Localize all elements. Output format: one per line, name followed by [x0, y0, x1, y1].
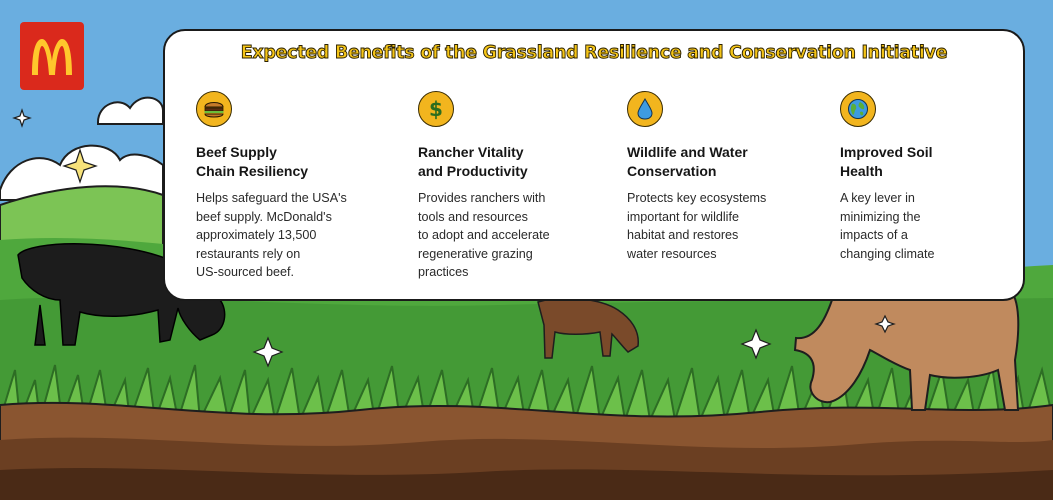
benefit-heading: Improved Soil Health [840, 144, 933, 179]
benefit-description: A key lever in minimizing the impacts of a changing climate [840, 191, 935, 261]
golden-arches-icon [29, 37, 75, 75]
benefit-description: Provides ranchers with tools and resources to adopt and accelerate regenerative grazing practices [418, 191, 550, 279]
benefits-panel [163, 29, 1025, 301]
globe-icon [840, 91, 876, 127]
benefit-heading: Wildlife and Water Conservation [627, 144, 748, 179]
benefit-beef-supply [196, 91, 381, 282]
dollar-icon [418, 91, 454, 127]
water-drop-icon [627, 91, 663, 127]
benefit-heading: Rancher Vitality and Productivity [418, 144, 528, 179]
benefit-description: Protects key ecosystems important for wildlife habitat and restores water resources [627, 191, 767, 261]
benefit-soil-health [840, 91, 1025, 263]
benefit-wildlife-water [627, 91, 812, 263]
mcdonalds-logo [20, 22, 84, 90]
burger-icon [196, 91, 232, 127]
benefit-heading: Beef Supply Chain Resiliency [196, 144, 309, 179]
page-title: Expected Benefits of the Grassland Resilience and Conservation Initiative [240, 43, 948, 63]
benefit-rancher-vitality [418, 91, 603, 282]
dollar-sign: $ [429, 97, 443, 121]
benefit-description: Helps safeguard the USA's beef supply. McDonald's approximately 13,500 restaurants rely on US-sourced beef. [196, 191, 347, 279]
